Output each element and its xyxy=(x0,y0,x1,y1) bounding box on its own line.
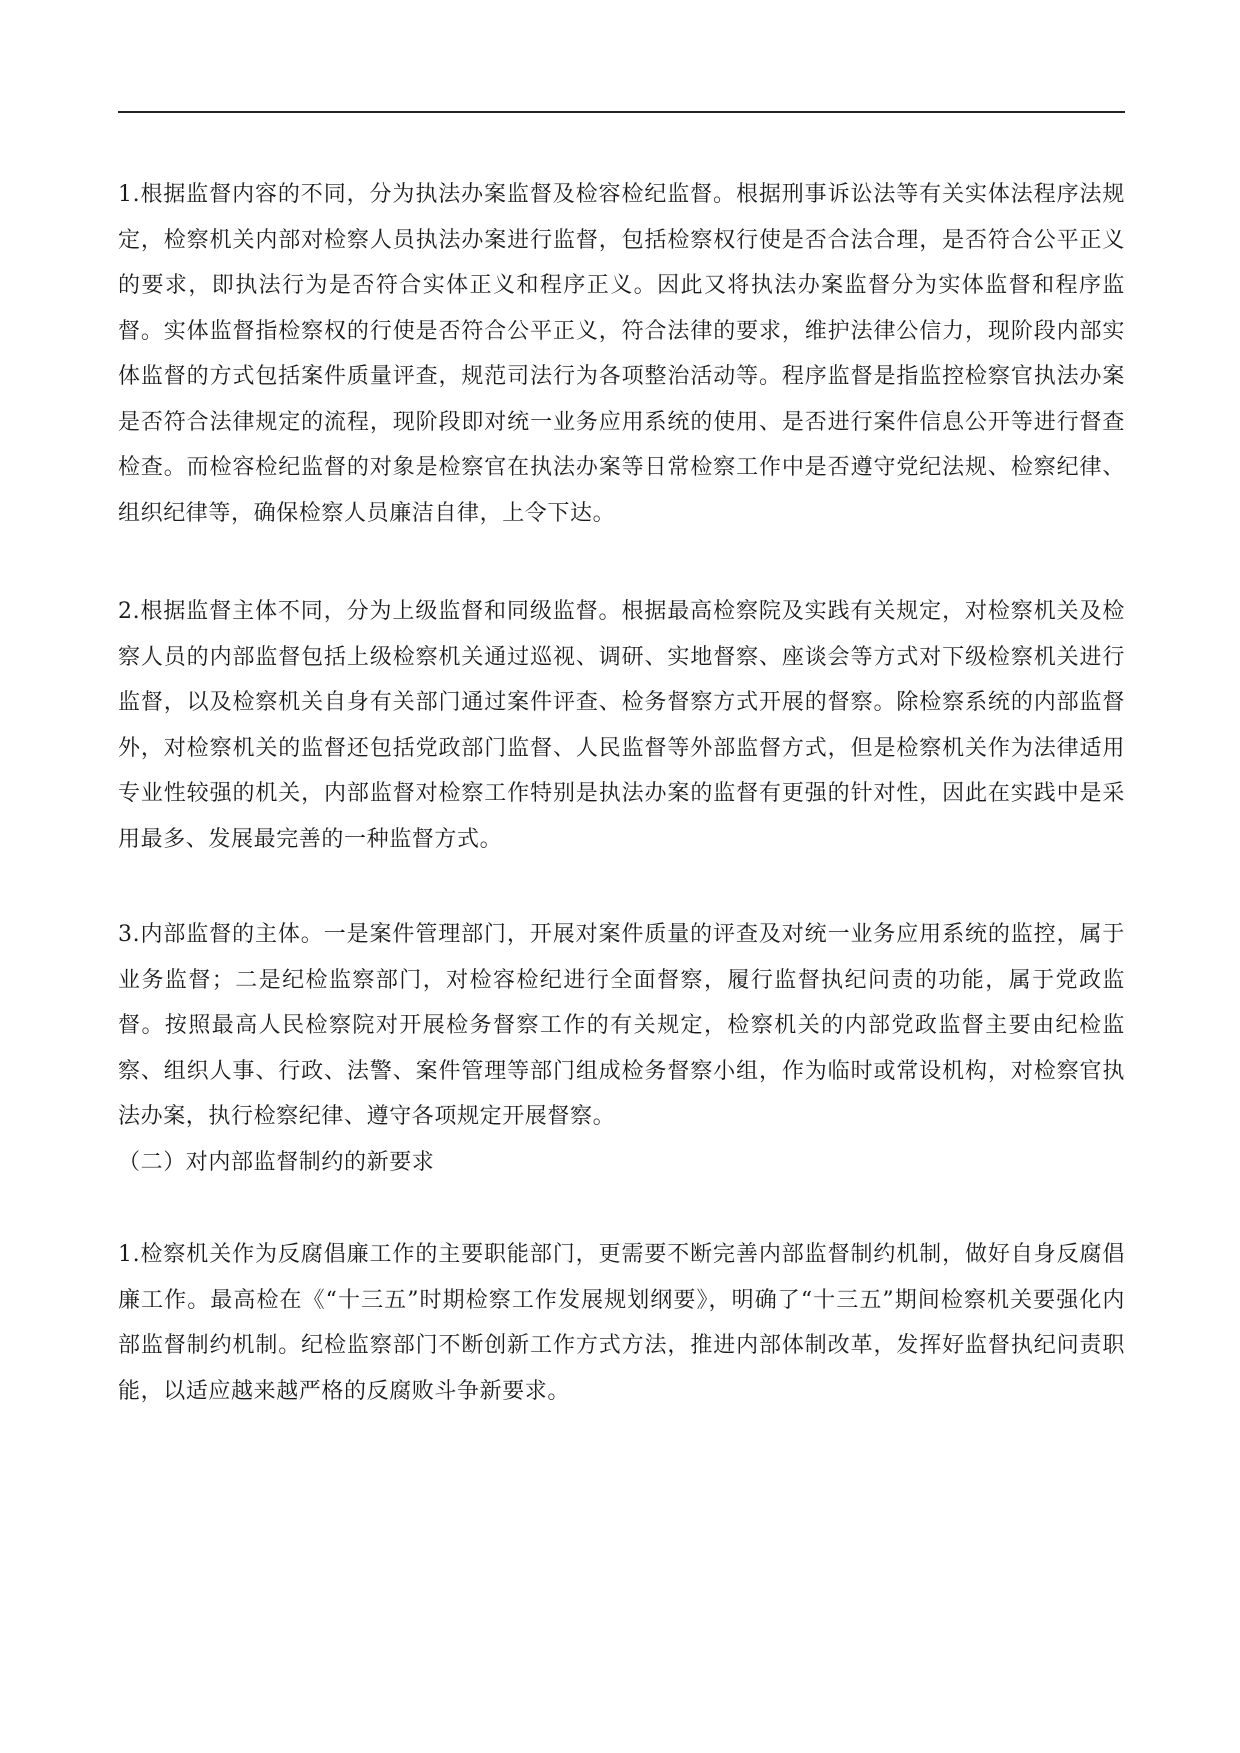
paragraph-4: 1.检察机关作为反腐倡廉工作的主要职能部门，更需要不断完善内部监督制约机制，做好自身反腐倡廉工作。最高检在《“十三五”时期检察工作发展规划纲要》，明确了“十三五”期间检察机关要强化内部监督制约机制。纪检监察部门不断创新工作方式方法，推进内部体制改革，发挥好监督执纪问责职能，以适应越来越严格的反腐败斗争新要求。 xyxy=(118,1242,1125,1404)
paragraph-2: 2.根据监督主体不同，分为上级监督和同级监督。根据最高检察院及实践有关规定，对检察机关及检察人员的内部监督包括上级检察机关通过巡视、调研、实地督察、座谈会等方式对下级检察机关进行监督，以及检察机关自身有关部门通过案件评查、检务督察方式开展的督察。除检察系统的内部监督外，对检察机关的监督还包括党政部门监督、人民监督等外部监督方式，但是检察机关作为法律适用专业性较强的机关，内部监督对检察工作特别是执法办案的监督有更强的针对性，因此在实践中是采用最多、发展最完善的一种监督方式。 xyxy=(118,599,1125,852)
paragraph-1: 1.根据监督内容的不同，分为执法办案监督及检容检纪监督。根据刑事诉讼法等有关实体法程序法规定，检察机关内部对检察人员执法办案进行监督，包括检察权行使是否合法合理，是否符合公平正义的要求，即执法行为是否符合实体正义和程序正义。因此又将执法办案监督分为实体监督和程序监督。实体监督指检察权的行使是否符合公平正义，符合法律的要求，维护法律公信力，现阶段内部实体监督的方式包括案件质量评查，规范司法行为各项整治活动等。程序监督是指监控检察官执法办案是否符合法律规定的流程，现阶段即对统一业务应用系统的使用、是否进行案件信息公开等进行督查检查。而检容检纪监督的对象是检察官在执法办案等日常检察工作中是否遵守党纪法规、检察纪律、组织纪律等，确保检察人员廉洁自律，上令下达。 xyxy=(118,182,1125,526)
paragraph-3: 3.内部监督的主体。一是案件管理部门，开展对案件质量的评查及对统一业务应用系统的监控，属于业务监督；二是纪检监察部门，对检容检纪进行全面督察，履行监督执纪问责的功能，属于党政监督。按照最高人民检察院对开展检务督察工作的有关规定，检察机关的内部党政监督主要由纪检监察、组织人事、行政、法警、案件管理等部门组成检务督察小组，作为临时或常设机构，对检察官执法办案，执行检察纪律、遵守各项规定开展督察。 xyxy=(118,922,1125,1129)
document-body xyxy=(118,172,1125,1414)
section-subheading: （二）对内部监督制约的新要求 xyxy=(118,1149,435,1175)
header-rule xyxy=(118,111,1125,113)
